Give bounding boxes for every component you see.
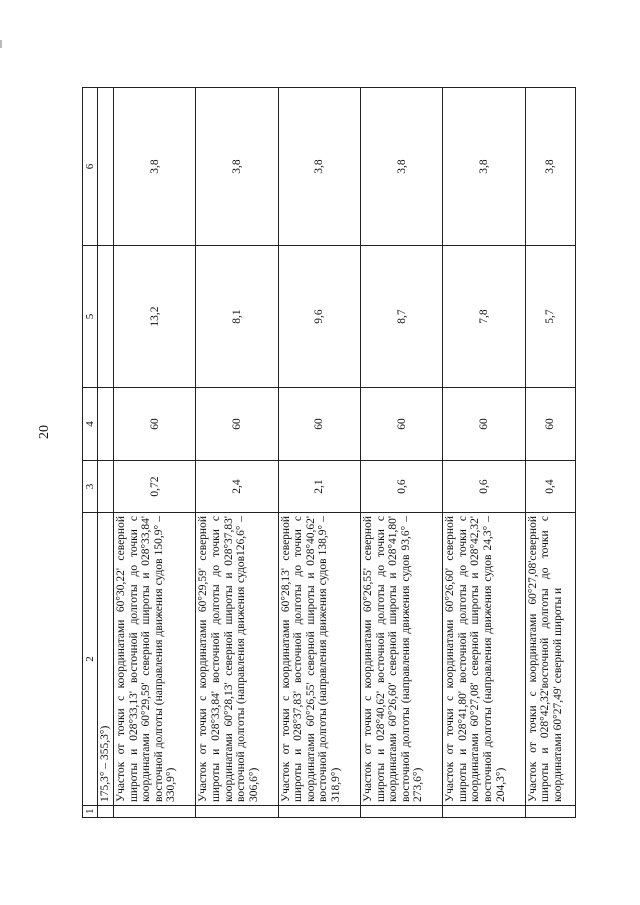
width-value: 60 (278, 388, 360, 461)
length-value: 0,6 (443, 461, 525, 513)
header-cell: 2 (83, 513, 98, 806)
table-cell (278, 806, 360, 818)
width-value: 60 (525, 388, 575, 461)
length-value: 2,4 (196, 461, 278, 513)
table-cell (114, 806, 196, 818)
table-row (278, 88, 360, 818)
table-cell (98, 461, 114, 513)
route-description: 175,3° – 355,3°) (98, 513, 114, 806)
route-description: Участок от точки с координатами 60°28,13' северной широты и 028°37,83' восточной долготы до точки с координатами 60°26,55' северной широты и 028°40,62' восточной долготы (направления движения судов 138,9° – 318,9°) (278, 513, 360, 806)
table-cell (196, 806, 278, 818)
table-row (525, 88, 575, 818)
routes-table (82, 87, 576, 818)
header-cell: 3 (83, 461, 98, 513)
table-row (114, 88, 196, 818)
table-cell (98, 806, 114, 818)
table-cell (525, 806, 575, 818)
table-row (443, 88, 525, 818)
draft-value: 3,8 (196, 88, 278, 246)
width-value: 60 (196, 388, 278, 461)
table-row (98, 88, 114, 818)
route-description: Участок от точки с координатами 60°30,22' северной широты и 028°33,13' восточной долготы до точки с координатами 60°29,59' северной широты и 028°33,84' восточной долготы (направления движения судов 150,9° – 330,9°) (114, 513, 196, 806)
header-cell: 5 (83, 246, 98, 388)
table-row (360, 88, 442, 818)
table-cell (98, 246, 114, 388)
header-cell: 4 (83, 388, 98, 461)
rotated-table-wrapper (82, 88, 576, 818)
width-value: 60 (443, 388, 525, 461)
header-cell: 1 (83, 806, 98, 818)
route-description: Участок от точки с координатами 60°29,59' северной широты и 028°33,84' восточной долготы до точки с координатами 60°28,13' северной широты и 028°37,83' восточной долготы (направления движения судов126,6° – 306,6°) (196, 513, 278, 806)
length-value: 0,4 (525, 461, 575, 513)
length-value: 0,72 (114, 461, 196, 513)
header-cell: 6 (83, 88, 98, 246)
depth-value: 8,1 (196, 246, 278, 388)
route-description: Участок от точки с координатами 60°26,55' северной широты и 028°40,62' восточной долготы до точки с координатами 60°26,60' северной широты и 028°41,80' восточной долготы (направления движения судов 93,6° – 273,6°) (360, 513, 442, 806)
table-row (196, 88, 278, 818)
width-value: 60 (360, 388, 442, 461)
depth-value: 7,8 (443, 246, 525, 388)
table-cell (98, 88, 114, 246)
scan-edge-mark (0, 40, 2, 48)
draft-value: 3,8 (443, 88, 525, 246)
depth-value: 5,7 (525, 246, 575, 388)
depth-value: 8,7 (360, 246, 442, 388)
route-description: Участок от точки с координатами 60°27,08'северной широты и 028°42,32'восточной долготы до точки с координатами 60°27,49' северной широты и (525, 513, 575, 806)
route-description: Участок от точки с координатами 60°26,60' северной широты и 028°41,80' восточной долготы до точки с координатами 60°27,08' северной широты и 028°42,32' восточной долготы (направления движения судов 24,3° – 204,3°) (443, 513, 525, 806)
table-cell (443, 806, 525, 818)
page-number: 20 (37, 425, 52, 439)
draft-value: 3,8 (525, 88, 575, 246)
width-value: 60 (114, 388, 196, 461)
draft-value: 3,8 (114, 88, 196, 246)
table-cell (98, 388, 114, 461)
table-cell (360, 806, 442, 818)
length-value: 0,6 (360, 461, 442, 513)
draft-value: 3,8 (278, 88, 360, 246)
draft-value: 3,8 (360, 88, 442, 246)
depth-value: 9,6 (278, 246, 360, 388)
depth-value: 13,2 (114, 246, 196, 388)
length-value: 2,1 (278, 461, 360, 513)
header-row (83, 88, 98, 818)
